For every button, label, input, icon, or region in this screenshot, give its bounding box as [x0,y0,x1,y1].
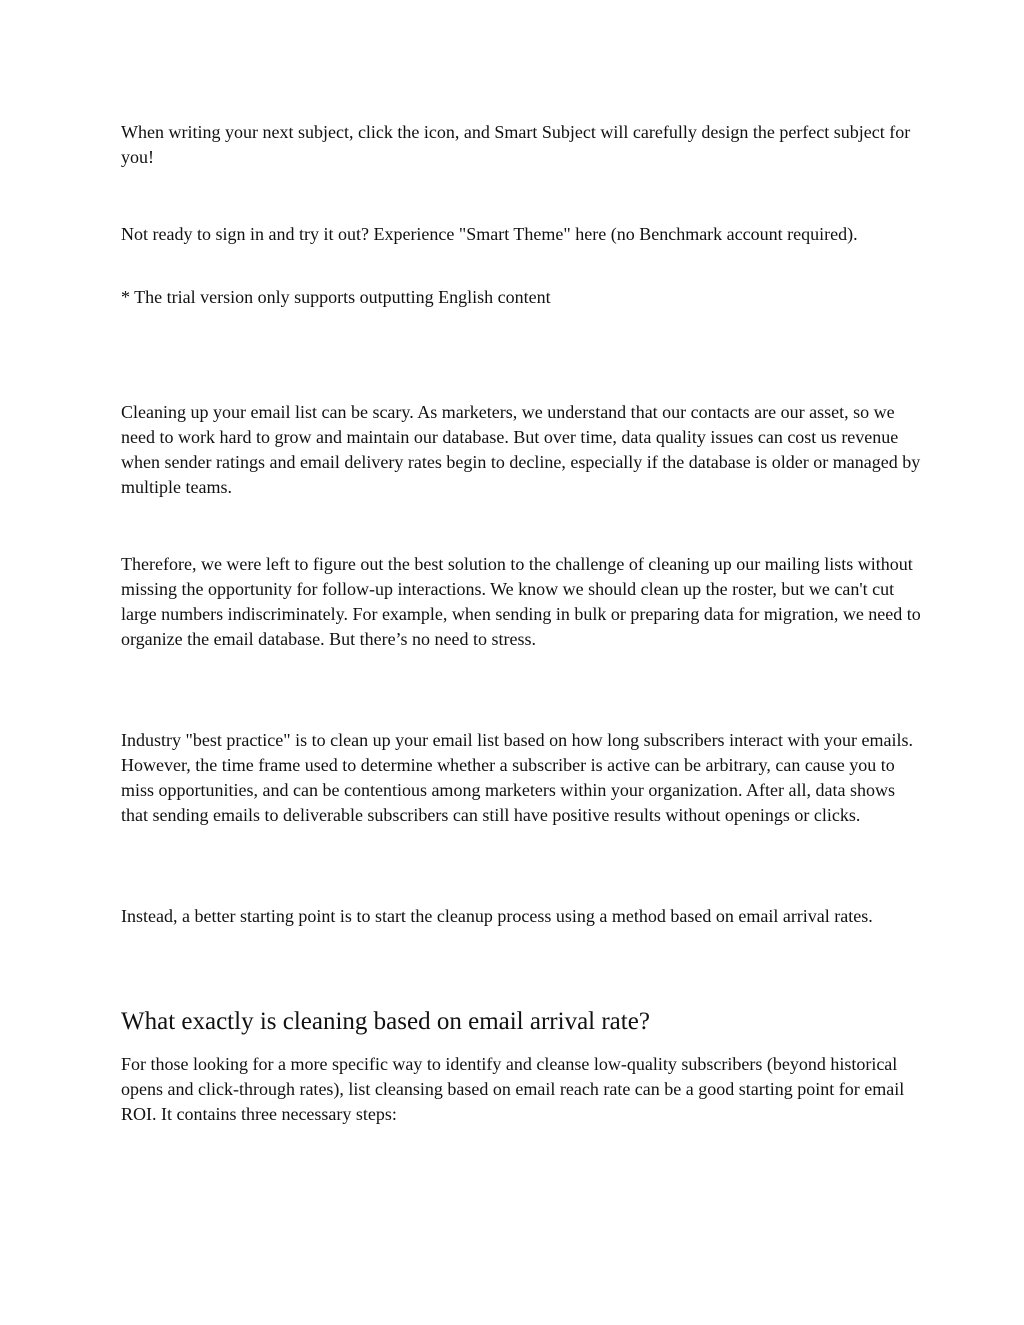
paragraph-starting-point: Instead, a better starting point is to start the cleanup process using a method based on email arrival rates. [121,906,873,926]
paragraph-best-practice: Industry "best practice" is to clean up your email list based on how long subscribers interact with your emails. However, the time frame used to determine whether a subscriber is active can be arbitrary, can cause you to miss opportunities, and can be contentious among marketers within your organization. After all, data shows that sending emails to deliverable subscribers can still have positive results without openings or clicks. [121,730,914,825]
paragraph-steps-intro: For those looking for a more specific way to identify and cleanse low-quality subscribers (beyond historical opens and click-through rates), list cleansing based on email reach rate can be a good starting point for email ROI. It contains three necessary steps: [121,1054,905,1124]
paragraph-trial-note: * The trial version only supports outputting English content [121,287,551,307]
paragraph-cleaning-intro: Cleaning up your email list can be scary. As marketers, we understand that our contacts are our asset, so we need to work hard to grow and maintain our database. But over time, data quality issues can cost us revenue when sender ratings and email delivery rates begin to decline, especially if the database is older or managed by multiple teams. [121,402,921,497]
paragraph-smart-subject: When writing your next subject, click the icon, and Smart Subject will carefully design the perfect subject for you! [121,122,911,167]
section-heading: What exactly is cleaning based on email arrival rate? [121,1008,650,1035]
paragraph-trial-invite: Not ready to sign in and try it out? Experience "Smart Theme" here (no Benchmark account required). [121,224,858,244]
paragraph-challenge: Therefore, we were left to figure out the best solution to the challenge of cleaning up our mailing lists without missing the opportunity for follow-up interactions. We know we should clean up the roster, but we can't cut large numbers indiscriminately. For example, when sending in bulk or preparing data for migration, we need to organize the email database. But there’s no need to stress. [121,554,921,649]
